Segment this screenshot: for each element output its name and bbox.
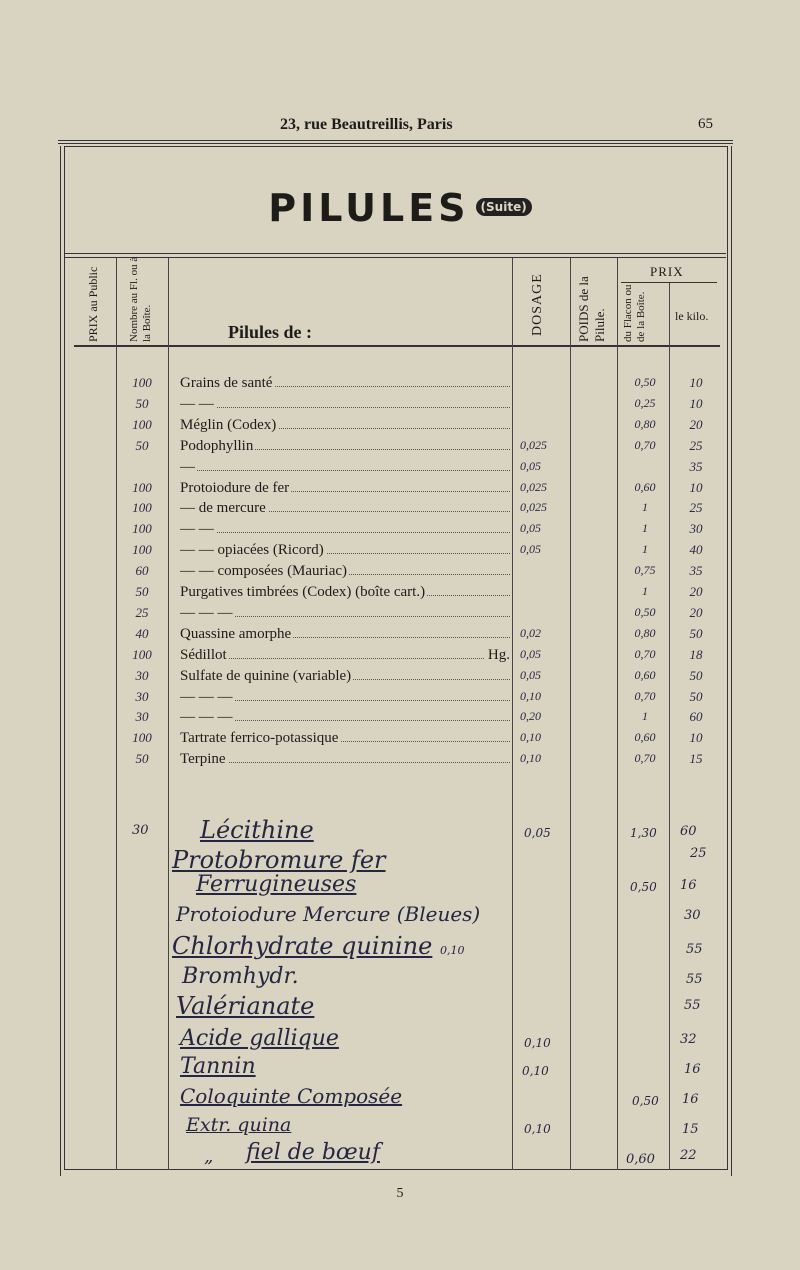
col-nombre: Nombre au Fl. ou à la Boîte. [128,256,153,342]
table-row [0,563,800,585]
table-top-rule [64,253,726,254]
cell-name [180,689,510,706]
cell-nombre: 100 [132,646,152,662]
cell-dosage: 0,20 [520,709,541,724]
hw-item-name: Protoiodure Mercure (Bleues) [176,902,481,926]
table-row [0,417,800,439]
cell-name [180,480,510,497]
cell-name [180,730,510,747]
cell-prix: 1 [642,500,648,515]
cell-kilo: 35 [689,458,703,474]
hw-kilo: 22 [680,1148,697,1163]
cell-prix: 0,70 [634,437,656,452]
cell-kilo: 10 [689,730,703,746]
table-row [0,396,800,418]
hw-dosage: 0,10 [524,1036,551,1050]
cell-prix: 0,50 [634,375,656,389]
cell-prix: 0,80 [634,625,656,640]
cell-prix: 0,60 [634,667,656,682]
table-row [0,751,800,773]
hw-kilo: 60 [680,824,697,839]
cell-kilo: 35 [689,563,703,579]
col-dosage: DOSAGE [530,273,545,336]
table-row [0,375,800,397]
cell-name-text: Sédillot [180,646,227,663]
table-row [0,709,800,731]
cell-name [180,521,510,538]
hw-dosage: 0,10 [522,1064,549,1078]
cell-dosage: 0,05 [520,646,541,661]
cell-name-text: — — [180,395,214,412]
cell-kilo: 60 [689,709,703,725]
table-row [0,668,800,690]
hw-kilo: 32 [680,1032,697,1047]
col-flacon: du Flacon ou de la Boîte. [622,284,647,342]
hw-item-name: Acide gallique [180,1026,339,1051]
hw-item-name: Chlorhydrate quinine [172,932,433,960]
table-row [0,647,800,669]
cell-nombre: 25 [135,604,149,620]
cell-name-text: Tartrate ferrico-potassique [180,730,339,747]
cell-dosage: 0,05 [520,667,541,682]
cell-name-text: Quassine amorphe [180,625,292,642]
cell-name [180,500,510,517]
table-row [0,438,800,460]
cell-kilo: 30 [689,521,703,537]
cell-name-text: — [180,458,195,475]
hw-kilo: 16 [682,1092,699,1107]
hw-item-name: fiel de bœuf [246,1140,380,1165]
cell-name [180,647,510,664]
cell-name-text: Podophyllin [180,437,254,454]
hw-item-name: Bromhydr. [182,964,299,989]
cell-nombre: 50 [135,751,149,767]
page-title [0,186,800,230]
title-suffix: (Suite) [476,198,532,216]
cell-dosage: 0,10 [520,751,541,766]
col-poids: POIDS de la Pilule. [576,276,607,342]
cell-kilo: 40 [689,542,703,558]
col-prix-public: PRIX au Public [86,266,100,342]
hw-kilo: 25 [690,846,707,861]
col-kilo: le kilo. [675,309,709,323]
cell-name-text: — — composées (Mauriac) [180,563,348,580]
cell-prix: 0,80 [634,416,656,431]
cell-name [180,668,510,685]
cell-name [180,584,510,601]
cell-kilo: 50 [689,688,703,704]
cell-dosage: 0,025 [520,500,547,515]
cell-name-text: Méglin (Codex) [180,416,277,433]
cell-name [180,542,510,559]
cell-kilo: 10 [689,395,703,411]
hw-kilo: 55 [684,998,701,1013]
hw-dosage: 0,05 [524,826,551,840]
col-pilules-de: Pilules de : [228,322,312,342]
cell-kilo: 20 [689,604,703,620]
cell-kilo: 18 [689,646,703,662]
cell-dosage: 0,10 [520,730,541,745]
cell-dosage: 0,05 [520,521,541,536]
cell-name-text: Sulfate de quinine (variable) [180,667,352,684]
cell-name-text: — — opiacées (Ricord) [180,542,324,559]
hw-item-name: Coloquinte Composée [180,1084,403,1108]
hw-kilo: 55 [686,972,703,987]
cell-name-text: — — [180,521,214,538]
cell-kilo: 20 [689,584,703,599]
cell-prix: 0,70 [634,646,656,661]
hw-kilo: 15 [682,1122,699,1137]
cell-nombre: 100 [132,500,152,516]
cell-prix: 0,75 [634,563,656,578]
cell-kilo: 25 [689,437,703,453]
table-row [0,730,800,752]
cell-nombre: 100 [132,375,152,390]
cell-dosage: 0,025 [520,479,547,494]
hw-kilo: 16 [680,878,697,893]
cell-prix: 0,60 [634,730,656,745]
cell-prix: 0,70 [634,688,656,703]
cell-prix: 1 [642,709,648,724]
table-row [0,500,800,522]
cell-dosage: 0,05 [520,458,541,473]
title-main: PILULES [268,186,470,230]
cell-name-text: — — — [180,688,233,705]
cell-prix: 1 [642,584,648,598]
cell-prix: 0,60 [634,479,656,494]
table-row [0,626,800,648]
hw-prix: 0,50 [630,880,657,894]
header-rule [58,140,733,141]
table-row [0,459,800,481]
cell-prix: 1 [642,542,648,557]
table-row [0,605,800,627]
hw-inline-dose: 0,10 [440,944,465,957]
table-row [0,542,800,564]
col-prix: PRIX [650,264,684,279]
hw-kilo: 16 [684,1062,701,1077]
cell-dosage: 0,05 [520,542,541,557]
cell-name [180,417,510,434]
table-row [0,584,800,606]
cell-name [180,605,510,622]
cell-name-text: Purgatives timbrées (Codex) (boîte cart.) [180,584,426,600]
table-row [0,689,800,711]
page-number: 65 [698,116,713,132]
cell-dosage: 0,10 [520,688,541,703]
cell-nombre: 50 [135,395,149,411]
cell-nombre: 30 [135,667,149,683]
hw-item-name: Protobromure fer [172,846,386,874]
cell-nombre: 100 [132,521,152,537]
cell-name-text: Grains de santé [180,375,273,391]
cell-nombre: 50 [135,437,149,453]
cell-prix: 0,70 [634,751,656,766]
cell-prix: 0,25 [634,395,656,410]
cell-name-text: — — — [180,709,233,726]
signature-mark: 5 [396,1186,404,1201]
cell-name [180,375,510,392]
cell-dosage: 0,025 [520,437,547,452]
cell-nombre: 60 [135,563,149,579]
cell-nombre: 100 [132,479,152,495]
cell-name [180,396,510,413]
hw-prix: 0,50 [632,1094,659,1108]
cell-name [180,563,510,580]
cell-kilo: 25 [689,500,703,516]
cell-kilo: 10 [689,479,703,495]
hw-item-name: Valérianate [176,992,315,1020]
cell-name [180,438,510,455]
cell-nombre: 30 [135,709,149,725]
cell-kilo: 50 [689,667,703,683]
cell-prix: 0,50 [634,604,656,619]
hw-item-name: Extr. quina [186,1114,292,1136]
cell-nombre: 100 [132,542,152,558]
cell-nombre: 30 [135,688,149,704]
hw-item-name: Ferrugineuses [196,872,357,897]
table-row [0,521,800,543]
cell-dosage: 0,02 [520,625,541,640]
header-rule-2 [58,143,733,144]
cell-nombre: 100 [132,416,152,432]
cell-nombre: 50 [135,584,149,599]
hw-item-name: Tannin [180,1054,256,1079]
cell-nombre: 100 [132,730,152,746]
cell-prix: 1 [642,521,648,536]
table-row [0,480,800,502]
cell-name-text: Protoiodure de fer [180,479,290,496]
header-bottom-rule [74,345,720,347]
cell-name-text: — de mercure [180,500,266,517]
hw-kilo: 55 [686,942,703,957]
hw-prix: 0,60 [626,1152,655,1167]
table-top-rule-2 [64,257,726,258]
hw-prix: 1,30 [630,826,657,840]
hw-dosage: 0,10 [524,1122,551,1136]
hw-kilo: 30 [684,908,701,923]
header-address: 23, rue Beautreillis, Paris [280,116,453,133]
cell-kilo: 20 [689,416,703,432]
cell-nombre: 40 [135,625,149,641]
cell-kilo: 50 [689,625,703,641]
cell-name [180,709,510,726]
cell-kilo: 15 [689,751,703,767]
cell-name [180,626,510,643]
cell-name [180,751,510,768]
cell-name-text: Terpine [180,751,226,768]
cell-kilo: 10 [689,375,703,390]
hw-nombre: 30 [132,823,149,838]
cell-suffix: Hg. [485,647,510,664]
cell-name-text: — — — [180,604,233,621]
hw-ditto-mark: „ [204,1146,214,1167]
hw-item-name: Lécithine [200,816,314,844]
cell-name [180,459,510,476]
